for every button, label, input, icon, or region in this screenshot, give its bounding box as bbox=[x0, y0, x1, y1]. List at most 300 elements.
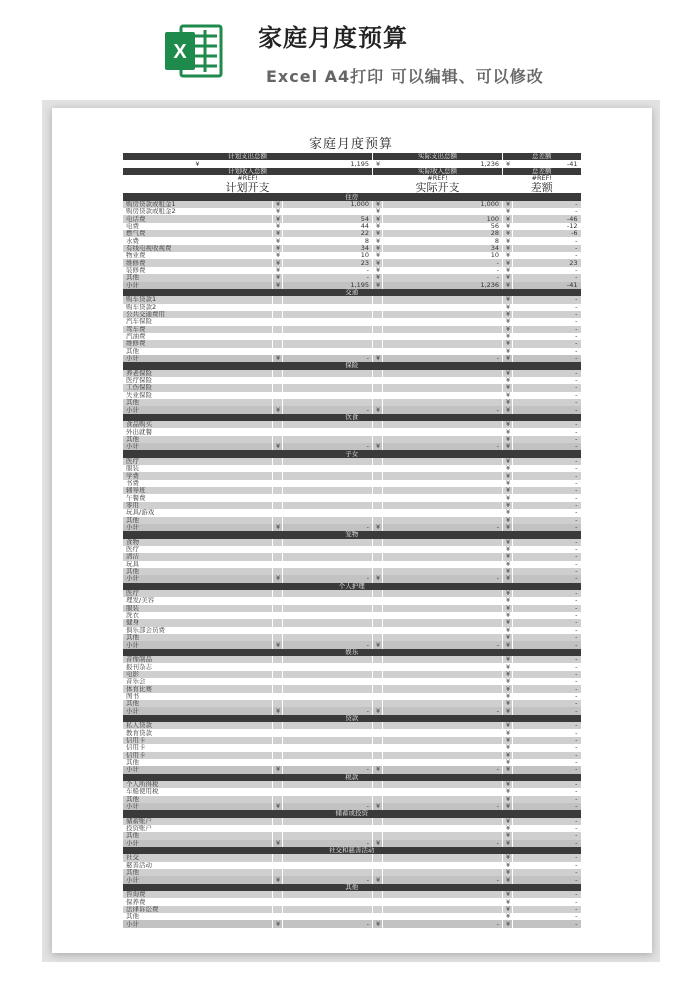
cell-c3: ¥ bbox=[503, 671, 513, 678]
cell-c3: ¥ bbox=[503, 744, 513, 751]
cell-c1 bbox=[273, 392, 283, 399]
cell-c3: ¥ bbox=[503, 891, 513, 898]
cell-c1: ¥ bbox=[273, 443, 283, 450]
cell-d: - bbox=[513, 825, 581, 832]
cell-c2: ¥ bbox=[373, 208, 383, 215]
cell-a bbox=[383, 333, 503, 340]
table-row bbox=[123, 671, 581, 678]
cell-label: 维修费 bbox=[123, 259, 273, 266]
cell-a bbox=[383, 553, 503, 560]
section-title: 宠物 bbox=[123, 531, 581, 538]
cell-p: 23 bbox=[283, 259, 373, 266]
cell-a bbox=[383, 685, 503, 692]
cell-c2: ¥ bbox=[373, 230, 383, 237]
cell-c2: ¥ bbox=[373, 876, 383, 883]
cell-a bbox=[383, 612, 503, 619]
cell-label: 俱乐部会员费 bbox=[123, 627, 273, 634]
cell-d: - bbox=[513, 869, 581, 876]
cell-c1 bbox=[273, 869, 283, 876]
cell-d: - bbox=[513, 796, 581, 803]
cell-c3: ¥ bbox=[503, 326, 513, 333]
budget-table bbox=[122, 153, 581, 928]
cell-c1 bbox=[273, 612, 283, 619]
table-row bbox=[123, 546, 581, 553]
cell-d: - bbox=[513, 370, 581, 377]
cell-c2 bbox=[373, 752, 383, 759]
cell-label: 小计 bbox=[123, 641, 273, 648]
cell-a bbox=[383, 561, 503, 568]
cell-p bbox=[283, 568, 373, 575]
cell-p bbox=[283, 296, 373, 303]
cell-p bbox=[283, 722, 373, 729]
cell-d: - bbox=[513, 605, 581, 612]
cell-label: 教育贷款 bbox=[123, 729, 273, 736]
cell-p: - bbox=[283, 803, 373, 810]
cell-p bbox=[283, 854, 373, 861]
cell-a bbox=[383, 340, 503, 347]
cell-a bbox=[383, 722, 503, 729]
cell-d: - bbox=[513, 678, 581, 685]
cell-label: 信用卡 bbox=[123, 744, 273, 751]
cell-c3: ¥ bbox=[503, 766, 513, 773]
cell-c3: ¥ bbox=[503, 898, 513, 905]
cell-c2 bbox=[373, 568, 383, 575]
cell-c1: ¥ bbox=[273, 641, 283, 648]
cell-d: - bbox=[513, 744, 581, 751]
table-row bbox=[123, 370, 581, 377]
cell-label: 午餐费 bbox=[123, 494, 273, 501]
cell-d: - bbox=[513, 443, 581, 450]
cell-a: 100 bbox=[383, 215, 503, 222]
cell-p bbox=[283, 370, 373, 377]
cell-d: - bbox=[513, 920, 581, 927]
cell-c3: ¥ bbox=[503, 259, 513, 266]
cell-c3: ¥ bbox=[503, 700, 513, 707]
cell-c1 bbox=[273, 854, 283, 861]
cell-d: - bbox=[513, 641, 581, 648]
cell-c2 bbox=[373, 399, 383, 406]
cell-c2: ¥ bbox=[373, 274, 383, 281]
cell-d: -46 bbox=[513, 215, 581, 222]
table-row bbox=[123, 428, 581, 435]
cell-p bbox=[283, 304, 373, 311]
cell-label: 慈善活动 bbox=[123, 862, 273, 869]
table-row bbox=[123, 612, 581, 619]
cell-c1: ¥ bbox=[273, 920, 283, 927]
cell-a bbox=[383, 472, 503, 479]
subtotal-row bbox=[123, 803, 581, 810]
table-row bbox=[123, 304, 581, 311]
cell-c3: ¥ bbox=[503, 869, 513, 876]
cell-p bbox=[283, 913, 373, 920]
cell-d: - bbox=[513, 267, 581, 274]
cell-c3: ¥ bbox=[503, 296, 513, 303]
cell-c2 bbox=[373, 546, 383, 553]
cell-a: - bbox=[383, 641, 503, 648]
cell-d: - bbox=[513, 663, 581, 670]
cell-c1 bbox=[273, 737, 283, 744]
cell-a: 10 bbox=[383, 252, 503, 259]
cell-c2: ¥ bbox=[373, 641, 383, 648]
total-diff-label: 总差额 bbox=[503, 153, 581, 160]
cell-label: 燃气费 bbox=[123, 230, 273, 237]
cell-p: - bbox=[283, 920, 373, 927]
cell-c2 bbox=[373, 832, 383, 839]
cell-d: - bbox=[513, 245, 581, 252]
cell-label: 图书 bbox=[123, 693, 273, 700]
cell-d: - bbox=[513, 326, 581, 333]
cell-c2 bbox=[373, 656, 383, 663]
cell-label: 私人贷款 bbox=[123, 722, 273, 729]
cell-c3: ¥ bbox=[503, 575, 513, 582]
cell-label: 食物 bbox=[123, 539, 273, 546]
cell-c1: ¥ bbox=[273, 237, 283, 244]
section-header bbox=[123, 715, 581, 722]
cell-p bbox=[283, 509, 373, 516]
currency-symbol: ¥ bbox=[373, 160, 383, 167]
table-row bbox=[123, 259, 581, 266]
cell-c3: ¥ bbox=[503, 913, 513, 920]
table-row bbox=[123, 274, 581, 281]
cell-p bbox=[283, 825, 373, 832]
page-header bbox=[0, 0, 700, 100]
cell-c1 bbox=[273, 421, 283, 428]
cell-d: - bbox=[513, 472, 581, 479]
cell-a bbox=[383, 759, 503, 766]
cell-d: - bbox=[513, 252, 581, 259]
cell-label: 洗衣 bbox=[123, 612, 273, 619]
cell-p: 10 bbox=[283, 252, 373, 259]
section-title: 住房 bbox=[123, 193, 581, 200]
section-title: 子女 bbox=[123, 450, 581, 457]
table-row bbox=[123, 913, 581, 920]
cell-c2: ¥ bbox=[373, 282, 383, 289]
cell-label: 小计 bbox=[123, 920, 273, 927]
cell-p bbox=[283, 862, 373, 869]
cell-c2 bbox=[373, 869, 383, 876]
cell-c1 bbox=[273, 796, 283, 803]
table-row bbox=[123, 619, 581, 626]
actual-income-label: 实际收入总额 bbox=[373, 168, 503, 175]
cell-d: -41 bbox=[513, 282, 581, 289]
cell-p: 8 bbox=[283, 237, 373, 244]
cell-d: - bbox=[513, 311, 581, 318]
planned-expense-value: 1,195 bbox=[283, 160, 373, 167]
cell-p: 34 bbox=[283, 245, 373, 252]
cell-p bbox=[283, 590, 373, 597]
cell-c3: ¥ bbox=[503, 759, 513, 766]
cell-label: 小计 bbox=[123, 876, 273, 883]
cell-label: 电影 bbox=[123, 671, 273, 678]
cell-d: - bbox=[513, 237, 581, 244]
cell-c3: ¥ bbox=[503, 796, 513, 803]
cell-c1 bbox=[273, 671, 283, 678]
table-row bbox=[123, 685, 581, 692]
cell-a bbox=[383, 898, 503, 905]
cell-p bbox=[283, 494, 373, 501]
cell-p: - bbox=[283, 766, 373, 773]
cell-c3: ¥ bbox=[503, 605, 513, 612]
cell-a bbox=[383, 208, 503, 215]
cell-a: 8 bbox=[383, 237, 503, 244]
cell-c2 bbox=[373, 370, 383, 377]
table-row bbox=[123, 744, 581, 751]
cell-p bbox=[283, 318, 373, 325]
cell-d: - bbox=[513, 693, 581, 700]
section-title: 交通 bbox=[123, 289, 581, 296]
cell-label: 汽油费 bbox=[123, 333, 273, 340]
cell-label: 其他 bbox=[123, 759, 273, 766]
cell-a: - bbox=[383, 803, 503, 810]
cell-c1 bbox=[273, 509, 283, 516]
table-row bbox=[123, 796, 581, 803]
cell-c2 bbox=[373, 377, 383, 384]
cell-c2 bbox=[373, 304, 383, 311]
cell-p: - bbox=[283, 575, 373, 582]
table-row bbox=[123, 311, 581, 318]
cell-c2 bbox=[373, 318, 383, 325]
cell-p: - bbox=[283, 355, 373, 362]
table-row bbox=[123, 487, 581, 494]
cell-c1 bbox=[273, 832, 283, 839]
cell-d: - bbox=[513, 876, 581, 883]
cell-p: - bbox=[283, 443, 373, 450]
cell-c2: ¥ bbox=[373, 443, 383, 450]
table-row bbox=[123, 348, 581, 355]
cell-label: 电费 bbox=[123, 223, 273, 230]
cell-p bbox=[283, 553, 373, 560]
cell-c2: ¥ bbox=[373, 766, 383, 773]
cell-c3: ¥ bbox=[503, 355, 513, 362]
cell-c1: ¥ bbox=[273, 267, 283, 274]
income-values-row bbox=[123, 175, 581, 182]
section-title: 税款 bbox=[123, 774, 581, 781]
cell-d: - bbox=[513, 612, 581, 619]
section-header bbox=[123, 193, 581, 200]
cell-d: - bbox=[513, 333, 581, 340]
cell-label: 购房贷款或租金1 bbox=[123, 201, 273, 208]
cell-a: - bbox=[383, 355, 503, 362]
cell-c3: ¥ bbox=[503, 707, 513, 714]
cell-c3: ¥ bbox=[503, 612, 513, 619]
cell-c3: ¥ bbox=[503, 634, 513, 641]
cell-d: - bbox=[513, 553, 581, 560]
cell-d: - bbox=[513, 700, 581, 707]
cell-c3: ¥ bbox=[503, 304, 513, 311]
cell-a bbox=[383, 832, 503, 839]
cell-c3: ¥ bbox=[503, 597, 513, 604]
cell-p bbox=[283, 759, 373, 766]
section-title: 个人护理 bbox=[123, 583, 581, 590]
cell-c3: ¥ bbox=[503, 370, 513, 377]
cell-c1 bbox=[273, 862, 283, 869]
cell-label: 汽车保险 bbox=[123, 318, 273, 325]
cell-c1: ¥ bbox=[273, 840, 283, 847]
cell-p: 1,000 bbox=[283, 201, 373, 208]
table-row bbox=[123, 392, 581, 399]
cell-c1 bbox=[273, 377, 283, 384]
cell-c3: ¥ bbox=[503, 465, 513, 472]
app-icon-letter: X bbox=[173, 41, 187, 63]
table-row bbox=[123, 539, 581, 546]
cell-p bbox=[283, 678, 373, 685]
cell-c1: ¥ bbox=[273, 274, 283, 281]
cell-c2: ¥ bbox=[373, 920, 383, 927]
cell-d: - bbox=[513, 436, 581, 443]
cell-p bbox=[283, 693, 373, 700]
cell-p bbox=[283, 619, 373, 626]
section-header bbox=[123, 847, 581, 854]
cell-c3: ¥ bbox=[503, 267, 513, 274]
cell-label: 清洁 bbox=[123, 553, 273, 560]
cell-label: 其他 bbox=[123, 399, 273, 406]
cell-p bbox=[283, 208, 373, 215]
table-row bbox=[123, 502, 581, 509]
table-row bbox=[123, 722, 581, 729]
cell-c2: ¥ bbox=[373, 215, 383, 222]
cell-a bbox=[383, 509, 503, 516]
cell-c3: ¥ bbox=[503, 282, 513, 289]
cell-c3: ¥ bbox=[503, 818, 513, 825]
planned-income-error: #REF! bbox=[123, 175, 373, 182]
table-row bbox=[123, 737, 581, 744]
cell-c3: ¥ bbox=[503, 517, 513, 524]
cell-c1: ¥ bbox=[273, 215, 283, 222]
cell-a bbox=[383, 781, 503, 788]
cell-c1 bbox=[273, 494, 283, 501]
cell-c3: ¥ bbox=[503, 274, 513, 281]
cell-c1 bbox=[273, 436, 283, 443]
table-row bbox=[123, 759, 581, 766]
subtotal-row bbox=[123, 443, 581, 450]
cell-label: 小计 bbox=[123, 524, 273, 531]
cell-c1 bbox=[273, 605, 283, 612]
table-row bbox=[123, 230, 581, 237]
cell-c3: ¥ bbox=[503, 480, 513, 487]
cell-p bbox=[283, 428, 373, 435]
cell-c2 bbox=[373, 759, 383, 766]
cell-a bbox=[383, 494, 503, 501]
cell-c2: ¥ bbox=[373, 840, 383, 847]
cell-p bbox=[283, 539, 373, 546]
cell-c1: ¥ bbox=[273, 282, 283, 289]
table-row bbox=[123, 340, 581, 347]
cell-p bbox=[283, 502, 373, 509]
cell-c1: ¥ bbox=[273, 259, 283, 266]
section-title: 其他 bbox=[123, 884, 581, 891]
cell-c2 bbox=[373, 627, 383, 634]
cell-c3: ¥ bbox=[503, 348, 513, 355]
cell-d: - bbox=[513, 406, 581, 413]
cell-d: - bbox=[513, 634, 581, 641]
cell-a bbox=[383, 546, 503, 553]
cell-c3: ¥ bbox=[503, 494, 513, 501]
cell-c1: ¥ bbox=[273, 245, 283, 252]
cell-c3: ¥ bbox=[503, 502, 513, 509]
cell-a bbox=[383, 370, 503, 377]
cell-c2: ¥ bbox=[373, 406, 383, 413]
cell-a: - bbox=[383, 575, 503, 582]
cell-c1 bbox=[273, 487, 283, 494]
cell-c2 bbox=[373, 465, 383, 472]
cell-a bbox=[383, 729, 503, 736]
table-row bbox=[123, 869, 581, 876]
cell-c3: ¥ bbox=[503, 399, 513, 406]
cell-d: - bbox=[513, 201, 581, 208]
cell-c2 bbox=[373, 788, 383, 795]
cell-c2 bbox=[373, 678, 383, 685]
cell-c1 bbox=[273, 825, 283, 832]
cell-p bbox=[283, 744, 373, 751]
cell-c1 bbox=[273, 428, 283, 435]
cell-a: - bbox=[383, 406, 503, 413]
cell-d: - bbox=[513, 913, 581, 920]
cell-c2 bbox=[373, 825, 383, 832]
cell-c2 bbox=[373, 700, 383, 707]
cell-d: - bbox=[513, 480, 581, 487]
table-row bbox=[123, 752, 581, 759]
cell-c1: ¥ bbox=[273, 223, 283, 230]
cell-d: - bbox=[513, 590, 581, 597]
cell-c3: ¥ bbox=[503, 752, 513, 759]
cell-a bbox=[383, 590, 503, 597]
cell-c1: ¥ bbox=[273, 524, 283, 531]
cell-label: 书费 bbox=[123, 480, 273, 487]
cell-c2 bbox=[373, 539, 383, 546]
cell-p bbox=[283, 377, 373, 384]
cell-d: - bbox=[513, 208, 581, 215]
cell-d: - bbox=[513, 340, 581, 347]
table-row bbox=[123, 788, 581, 795]
cell-d: - bbox=[513, 355, 581, 362]
cell-p: - bbox=[283, 707, 373, 714]
cell-c2 bbox=[373, 348, 383, 355]
cell-c1 bbox=[273, 502, 283, 509]
cell-c1 bbox=[273, 634, 283, 641]
table-row bbox=[123, 223, 581, 230]
cell-c3: ¥ bbox=[503, 230, 513, 237]
cell-c2 bbox=[373, 509, 383, 516]
cell-a: 56 bbox=[383, 223, 503, 230]
cell-d: - bbox=[513, 898, 581, 905]
budget-sheet bbox=[122, 137, 580, 928]
table-row bbox=[123, 656, 581, 663]
cell-c3: ¥ bbox=[503, 377, 513, 384]
cell-c1 bbox=[273, 913, 283, 920]
cell-d: - bbox=[513, 568, 581, 575]
cell-d: - bbox=[513, 840, 581, 847]
cell-c2: ¥ bbox=[373, 201, 383, 208]
cell-c3: ¥ bbox=[503, 693, 513, 700]
cell-c3: ¥ bbox=[503, 340, 513, 347]
cell-c1 bbox=[273, 370, 283, 377]
cell-d: - bbox=[513, 707, 581, 714]
cell-label: 储蓄账户 bbox=[123, 818, 273, 825]
table-row bbox=[123, 201, 581, 208]
cell-label: 报刊杂志 bbox=[123, 663, 273, 670]
cell-c2 bbox=[373, 898, 383, 905]
table-row bbox=[123, 377, 581, 384]
cell-d: - bbox=[513, 803, 581, 810]
cell-label: 医疗 bbox=[123, 546, 273, 553]
cell-c2 bbox=[373, 891, 383, 898]
cell-a bbox=[383, 671, 503, 678]
cell-c3: ¥ bbox=[503, 685, 513, 692]
cell-c3: ¥ bbox=[503, 840, 513, 847]
cell-c1 bbox=[273, 627, 283, 634]
cell-c2 bbox=[373, 913, 383, 920]
cell-a bbox=[383, 619, 503, 626]
